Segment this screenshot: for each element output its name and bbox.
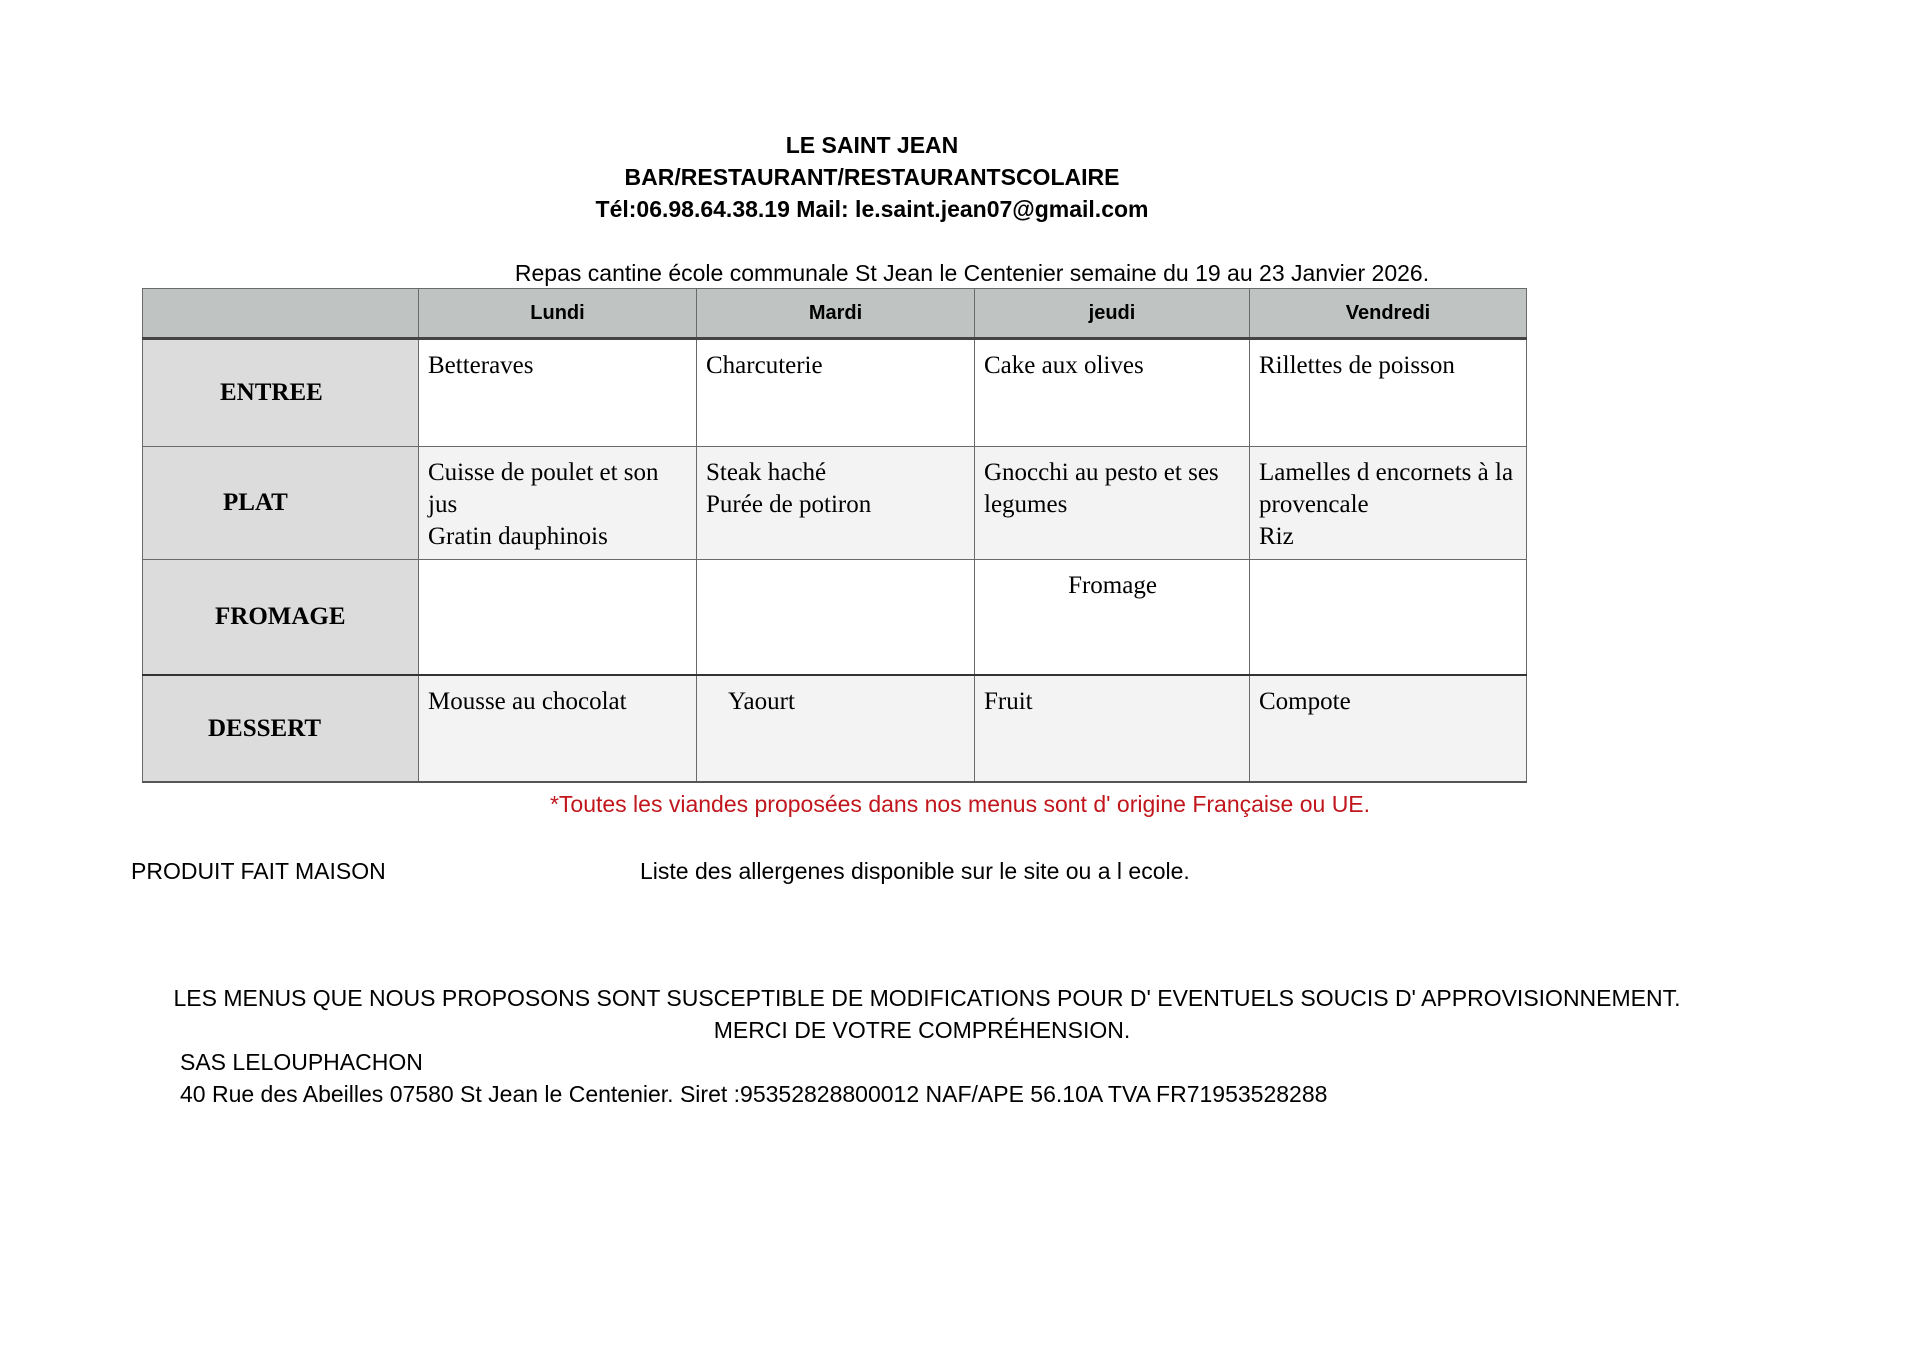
row-label-text: DESSERT bbox=[208, 714, 322, 742]
allergens-note: Liste des allergenes disponible sur le site ou a l ecole. bbox=[640, 858, 1190, 884]
column-header-mardi: Mardi bbox=[697, 289, 975, 339]
thanks-notice: MERCI DE VOTRE COMPRÉHENSION. bbox=[713, 1017, 1131, 1043]
restaurant-name: LE SAINT JEAN bbox=[785, 132, 959, 158]
row-label-dessert bbox=[143, 675, 419, 782]
menu-cell: Cake aux olives bbox=[975, 339, 1250, 447]
menu-cell: Yaourt bbox=[697, 675, 975, 782]
restaurant-contact: Tél:06.98.64.38.19 Mail: le.saint.jean07@gmail.com bbox=[595, 196, 1149, 222]
modification-notice: LES MENUS QUE NOUS PROPOSONS SONT SUSCEPTIBLE DE MODIFICATIONS POUR D' EVENTUELS SOUCIS D' APPROVISIONNEMENT. bbox=[173, 985, 1681, 1011]
weekly-menu-table bbox=[142, 288, 1527, 783]
menu-cell: Betteraves bbox=[419, 339, 697, 447]
menu-subtitle: Repas cantine école communale St Jean le Centenier semaine du 19 au 23 Janvier 2026. bbox=[514, 260, 1430, 286]
table-row-entree bbox=[143, 339, 1527, 447]
column-header-jeudi: jeudi bbox=[975, 289, 1250, 339]
row-label-text: ENTREE bbox=[220, 379, 323, 406]
menu-cell: Fruit bbox=[975, 675, 1250, 782]
menu-cell bbox=[419, 560, 697, 676]
menu-cell: Lamelles d encornets à la provencale Riz bbox=[1250, 447, 1527, 560]
table-row-fromage bbox=[143, 560, 1527, 676]
menu-cell: Steak haché Purée de potiron bbox=[697, 447, 975, 560]
restaurant-type: BAR/RESTAURANT/RESTAURANTSCOLAIRE bbox=[624, 164, 1120, 190]
company-name: SAS LELOUPHACHON bbox=[180, 1049, 423, 1075]
homemade-label: PRODUIT FAIT MAISON bbox=[131, 858, 386, 884]
column-header-vendredi: Vendredi bbox=[1250, 289, 1527, 339]
menu-cell: Charcuterie bbox=[697, 339, 975, 447]
menu-cell: Rillettes de poisson bbox=[1250, 339, 1527, 447]
row-label-entree bbox=[143, 339, 419, 447]
menu-cell: Mousse au chocolat bbox=[419, 675, 697, 782]
table-corner-cell bbox=[143, 289, 419, 339]
row-label-plat bbox=[143, 447, 419, 560]
menu-cell: Cuisse de poulet et son jus Gratin dauphinois bbox=[419, 447, 697, 560]
table-row-dessert bbox=[143, 675, 1527, 782]
company-address: 40 Rue des Abeilles 07580 St Jean le Centenier. Siret :95352828800012 NAF/APE 56.10A TVA FR71953528288 bbox=[180, 1081, 1328, 1107]
row-label-text: PLAT bbox=[223, 489, 288, 516]
meat-origin-note: *Toutes les viandes proposées dans nos menus sont d' origine Française ou UE. bbox=[549, 791, 1371, 817]
menu-cell: Compote bbox=[1250, 675, 1527, 782]
table-header-row bbox=[143, 289, 1527, 339]
menu-cell bbox=[1250, 560, 1527, 676]
row-label-fromage bbox=[143, 560, 419, 676]
menu-cell: Gnocchi au pesto et ses legumes bbox=[975, 447, 1250, 560]
menu-cell bbox=[697, 560, 975, 676]
table-row-plat bbox=[143, 447, 1527, 560]
menu-cell: Fromage bbox=[975, 560, 1250, 676]
row-label-text: FROMAGE bbox=[215, 603, 346, 630]
column-header-lundi: Lundi bbox=[419, 289, 697, 339]
